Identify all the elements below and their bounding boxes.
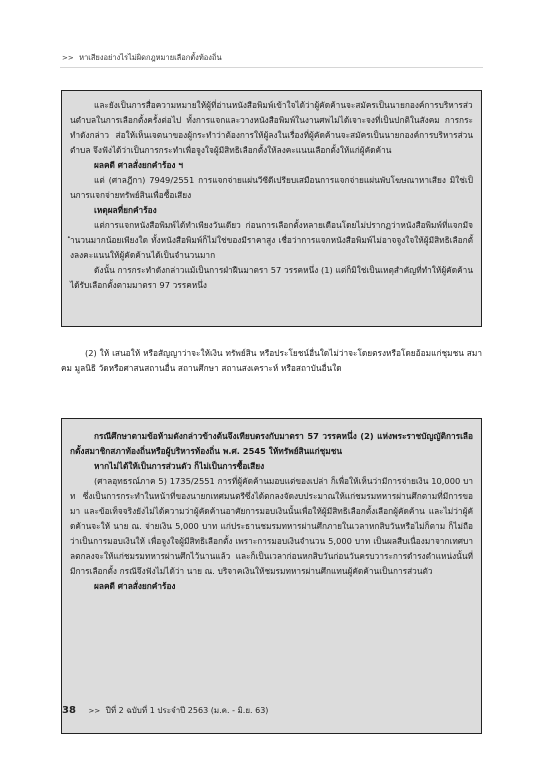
body-section xyxy=(61,346,482,376)
footer-arrow: >> xyxy=(88,707,101,715)
body-paragraph: (2) ให้ เสนอให้ หรือสัญญาว่าจะให้เงิน ทรัพย์สิน หรือประโยชน์อื่นใดไม่ว่าจะโดยตรงหรือโดยอ้อมแก่ชุมชน สมาคม มูลนิธิ วัดหรือศาสนสถานอื่น สถานศึกษา สถานสงเคราะห์ หรือสถาบันอื่นใด xyxy=(61,348,482,373)
case1-reason-heading: เหตุผลที่ยกคำร้อง xyxy=(94,205,157,215)
case1-paragraph-2: แต่ (ศาลฎีกา) 7949/2551 การแจกจ่ายแผ่นวีซีดีเปรียบเสมือนการแจกจ่ายแผ่นพับโฆษณาหาเสียง มิใช่เป็นการแจกจ่ายทรัพย์สินเพื่อซื้อเสียง xyxy=(70,175,473,200)
case-box-2 xyxy=(61,418,482,734)
case1-paragraph-1: และยังเป็นการสื่อความหมายให้ผู้ที่อ่านหนังสือพิมพ์เข้าใจได้ว่าผู้คัดค้านจะสมัครเป็นนายกองค์การบริหารส่วนตำบลในการเลือกตั้งครั้งต่อไป ทั้งการแจกและวางหนังสือพิมพ์ในงานศพไม่ได้เจาะจงที่เป็นปกติในสังคม การกระทำดังกล่าว ส่อให้เห็นเจตนาของผู้กระทำว่าต้องการให้ผู้ลงในเรื่องที่ผู้คัดค้านจะสมัครเป็นนายกองค์การบริหารส่วนตำบล จึงฟังได้ว่าเป็นการกระทำเพื่อจูงใจผู้มีสิทธิเลือกตั้งให้ลงคะแนนเลือกตั้งให้แก่ผู้คัดค้าน xyxy=(70,100,473,155)
case1-paragraph-3: แต่การแจกหนังสือพิมพ์ได้ทำเพียงวันเดียว ก่อนการเลือกตั้งหลายเดือนโดยไม่ปรากฏว่าหนังสือพิมพ์ที่แจกมีจำนวนมากน้อยเพียงใด ทั้งหนังสือพิมพ์ก็ไม่ใช่ของมีราคาสูง เชื่อว่าการแจกหนังสือพิมพ์ไม่อาจจูงใจให้ผู้มีสิทธิเลือกตั้งลงคะแนนให้ผู้คัดค้านได้เป็นจำนวนมาก xyxy=(70,220,473,260)
case1-result: ผลคดี ศาลสั่งยกคำร้อง ฯ xyxy=(94,160,184,170)
running-header xyxy=(62,52,222,64)
issue-label: ปีที่ 2 ฉบับที่ 1 ประจำปี 2563 (ม.ค. - มิ.ย. 63) xyxy=(105,706,269,715)
case2-heading: กรณีศึกษาตามข้อห้ามดังกล่าวข้างต้นจึงเทียบตรงกับมาตรา 57 วรรคหนึ่ง (2) แห่งพระราชบัญญัติการเลือกตั้งสมาชิกสภาท้องถิ่นหรือผู้บริหารท้องถิ่น พ.ศ. 2545 ให้ทรัพย์สินแก่ชุมชน xyxy=(70,431,473,456)
header-divider xyxy=(60,67,483,68)
header-title: หาเสียงอย่างไรไม่ผิดกฎหมายเลือกตั้งท้องถิ่น xyxy=(79,53,222,62)
header-arrow: >> xyxy=(62,54,74,62)
page-number: 38 xyxy=(62,705,76,716)
case1-paragraph-4: ดังนั้น การกระทำดังกล่าวแม้เป็นการฝ่าฝืนมาตรา 57 วรรคหนึ่ง (1) แต่ก็มิใช่เป็นเหตุสำคัญที่ทำให้ผู้คัดค้านได้รับเลือกตั้งตามมาตรา 97 วรรคหนึ่ง xyxy=(70,265,473,290)
case2-subheading: หากไม่ได้ให้เป็นการส่วนตัว ก็ไม่เป็นการซื้อเสียง xyxy=(94,461,265,471)
page-footer xyxy=(62,704,268,717)
case2-paragraph-1: (ศาลอุทธรณ์ภาค 5) 1735/2551 การที่ผู้คัดค้านมอบแต่ของเปล่า ก็เพื่อให้เห็นว่ามีการจ่ายเงิน 10,000 บาท ซึ่งเป็นการกระทำในหน้าที่ของนายกเทศมนตรีซึ่งได้ตกลงจัดงบประมาณให้แก่ชมรมทหารผ่านศึกตามที่มีการขอมา และข้อเท็จจริงยังไม่ได้ความว่าผู้คัดค้านอาศัยการมอบเงินนั้นเพื่อให้ผู้มีสิทธิเลือกตั้งเลือกผู้คัดค้าน และไม่ว่าผู้คัดค้านจะให้ นาย ณ. จ่ายเงิน 5,000 บาท แก่ประธานชมรมทหารผ่านศึกภายในเวลาหกสิบวันหรือไม่ก็ตาม ก็ไม่ถือว่าเป็นการมอบเงินให้ เพื่อจูงใจผู้มีสิทธิเลือกตั้ง เพราะการมอบเงินจำนวน 5,000 บาท เป็นผลสืบเนื่องมาจากเทศบาลตกลงจะให้แก่ชมรมทหารผ่านศึกไว้นานแล้ว และก็เป็นเวลาก่อนหกสิบวันก่อนวันครบวาระการดำรงตำแหน่งนั้นที่มีการเลือกตั้ง กรณีจึงฟังไม่ได้ว่า นาย ณ. บริจาคเงินให้ชมรมทหารผ่านศึกแทนผู้คัดค้านเป็นการส่วนตัว xyxy=(70,476,473,576)
case-box-1 xyxy=(61,90,482,327)
case2-result: ผลคดี ศาลสั่งยกคำร้อง xyxy=(94,581,176,591)
